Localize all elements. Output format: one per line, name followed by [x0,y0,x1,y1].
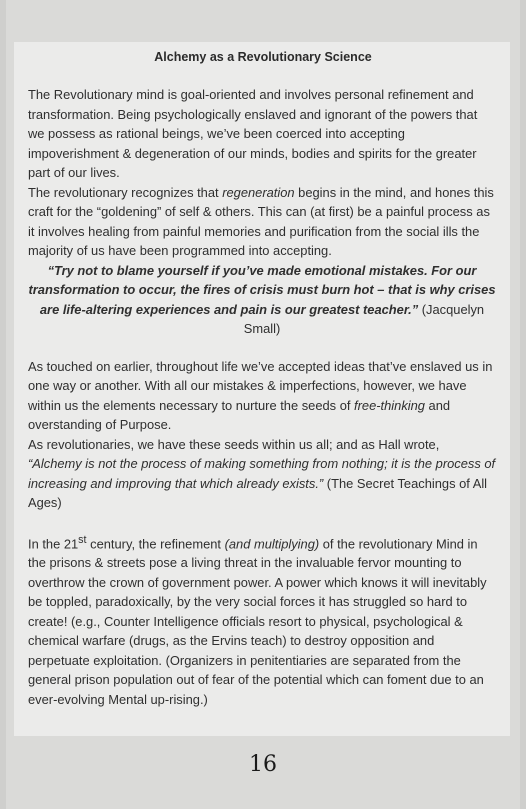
paragraph-5-emphasis: (and multiplying) [224,535,320,551]
paragraph-2-text: The revolutionary recognizes that [28,184,223,200]
paragraph-4-quote: “Alchemy is not the process of making something from nothing; it is the process of increasing and improving that which already exists.” [28,456,496,491]
paragraph-5 [28,531,496,710]
ordinal-suffix: st [78,533,87,546]
paragraph-5-text: century, the refinement [86,535,225,551]
quote-block [28,261,496,339]
paragraph-3-text-end: and overstanding of Purpose. [28,397,451,432]
page-title: Alchemy as a Revolutionary Science [154,50,372,64]
paragraph-2 [28,183,496,261]
paragraph-2-text-end: begins in the mind, and hones this craft for the “goldening” of self & others. This can (at first) be a painful process as it involves healing from painful memories and purification from the social ills the majority of us have been programmed into accepting. [28,184,494,258]
spacer [28,513,496,531]
paragraph-3 [28,357,496,435]
paragraph-5-lead: In the 21 [28,535,79,551]
paragraph-1: The Revolutionary mind is goal-oriented and involves personal refinement and transformation. Being psychologically enslaved and ignorant of the powers that we possess as rational beings, we’ve been coerced into accepting impoverishment & degeneration of our minds, bodies and spirits for the greater part of our lives. [28,87,478,180]
paragraph-4-text: As revolutionaries, we have these seeds within us all; and as Hall wrote, [28,436,440,452]
paragraph-2-emphasis: regeneration [222,184,295,200]
quote-text: “Try not to blame yourself if you’ve made emotional mistakes. For our transformation to occur, the fires of crisis must burn hot – that is why crises are life-altering experiences and pain is our greatest teacher.” [28,262,496,317]
spacer [28,339,496,357]
paragraph-4-source: (The Secret Teachings of All Ages) [28,475,488,510]
article-body [28,85,496,709]
paragraph-5-text-end: of the revolutionary Mind in the prisons & streets pose a living threat in the invaluable fervor mounting to overthrow the crown of government power. A power which knows it will inevitably be toppled, paradoxically, by the very social forces it has struggled so hard to create! (e.g., Counter Intelligence officials resort to physical, psychological & chemical warfare (drugs, as the Ervins teach) to destroy opposition and perpetuate exploitation. (Organizers in penitentiaries are separated from the general prison population out of fear of the potential which can foment due to an ever-evolving Mental up-rising.) [28,535,487,707]
paragraph-3-text: As touched on earlier, throughout life we’ve accepted ideas that’ve enslaved us in one way or another. With all our mistakes & imperfections, however, we have within us the elements necessary to nurture the seeds of [28,358,493,413]
paragraph-3-emphasis: free-thinking [354,397,425,413]
quote-source: (Jacquelyn Small) [243,301,485,336]
page-number: 16 [249,752,277,777]
paragraph-4 [28,435,496,513]
